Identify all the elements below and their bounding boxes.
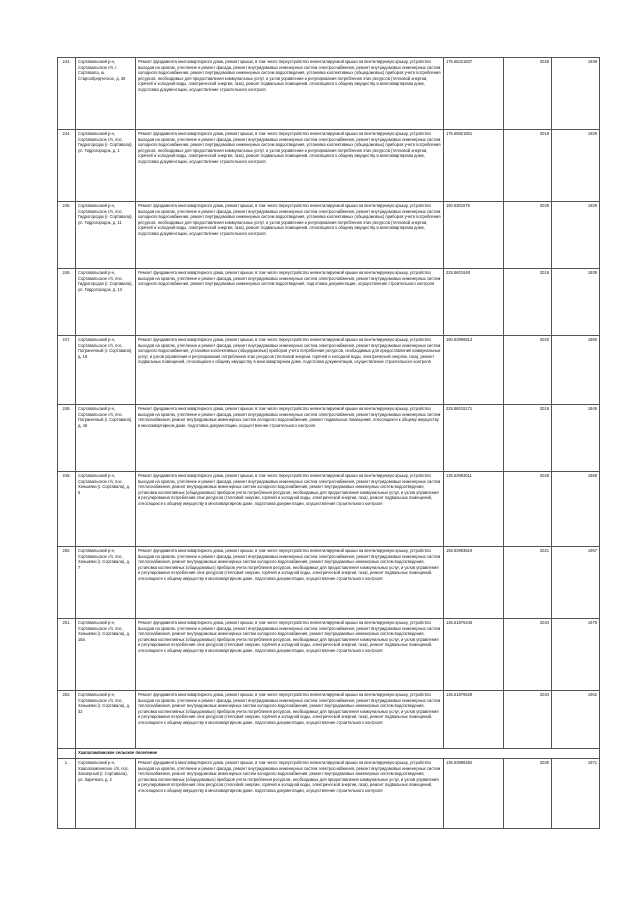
row-cost: 135.53993011 [444, 472, 504, 547]
row-works: Ремонт фундамента многоквартирного дома, ремонт крыши, в том числе переустройство невентилируемой крыши на вентилируемую крышу, устройство выходов на кровлю, утепление и ремонт фасада, ремонт внутридомовых инженерных систем электроснабжения, ремонт внутридомовых инженерных систем холодного водоснабжения, ремонт внутридомовых инженерных систем водоотведения, установка коллективных (общедомовых) приборов учета потребления ресурсов, необходимых для предоставления коммунальных услуг, и узлов управления и регулирования потребления этих ресурсов (тепловой энергии, горячей и холодной воды, электрической энергии, газа), ремонт подвальных помещений, относящихся к общему имуществу в многоквартирном доме, подготовка документации, осуществление строительного контроля [136, 202, 444, 269]
row-works: Ремонт фундамента многоквартирного дома, ремонт крыши, в том числе переустройство невентилируемой крыши на вентилируемую крышу, устройство выходов на кровлю, утепление и ремонт фасада, ремонт внутридомовых инженерных систем электроснабжения, ремонт внутридомовых инженерных систем холодного водоснабжения, установка коллективных (общедомовых) приборов учета потребления ресурсов, необходимых для предоставления коммунальных услуг, и узлов управления и регулирования потребления этих ресурсов (тепловой энергии, горячей и холодной воды, электрической энергии, газа), ремонт подвальных помещений, относящихся к общему имуществу в многоквартирном доме, подготовка документации, осуществление строительного контроля [136, 336, 444, 405]
table-row [58, 269, 600, 336]
row-address: Сортавальский р-н, Сортавальское г/п, пос. Гидрогородок (г. Сортавала), ул. Гидрогородок, д. 1 [76, 130, 136, 202]
row-cost: 150.5301875 [444, 202, 504, 269]
row-works: Ремонт фундамента многоквартирного дома, ремонт крыши, в том числе переустройство невентилируемой крыши на вентилируемую крышу, устройство выходов на кровлю, утепление и ремонт фасада, ремонт внутридомовых инженерных систем электроснабжения, ремонт внутридомовых инженерных систем теплоснабжения, ремонт внутридомовых инженерных систем холодного водоснабжения, ремонт подвальных помещений, относящихся к общему имуществу в многоквартирном доме, подготовка документации, осуществление строительного контроля [136, 405, 444, 472]
row-address: Сортавальский р-н, Сортавальское г/п, пос. Хеньмяки (г. Сортавала), д. 18а [76, 619, 136, 691]
table-row [58, 759, 600, 829]
row-address: Сортавальский р-н, Сортавальское г/п, пос. Хеньмяки (г. Сортавала), д. 5 [76, 472, 136, 547]
row-cost: 135.53998482 [444, 759, 504, 829]
row-number: 252. [58, 691, 76, 749]
row-works: Ремонт фундамента многоквартирного дома, ремонт крыши, в том числе переустройство невентилируемой крыши на вентилируемую крышу, устройство выходов на кровлю, утепление и ремонт фасада, ремонт внутридомовых инженерных систем электроснабжения, ремонт внутридомовых инженерных систем холодного водоснабжения, ремонт внутридомовых инженерных систем водоотведения, установка коллективных (общедомовых) приборов учета потребления ресурсов, необходимых для предоставления коммунальных услуг, и узлов управления и регулирования потребления этих ресурсов (тепловой энергии, горячей и холодной воды, электрической энергии, газа), ремонт подвальных помещений, относящихся к общему имуществу в многоквартирном доме, подготовка документации, осуществление строительного контроля [136, 130, 444, 202]
row-number: 245. [58, 202, 76, 269]
row-works: Ремонт фундамента многоквартирного дома, ремонт крыши, в том числе переустройство невентилируемой крыши на вентилируемую крышу, устройство выходов на кровлю, утепление и ремонт фасада, ремонт внутридомовых инженерных систем электроснабжения, ремонт внутридомовых инженерных систем теплоснабжения, ремонт внутридомовых инженерных систем холодного водоснабжения, ремонт внутридомовых инженерных систем водоотведения, установка коллективных (общедомовых) приборов учета потребления ресурсов, необходимых для предоставления коммунальных услуг, и узлов управления и регулирования потребления этих ресурсов (тепловой энергии, горячей и холодной воды, электрической энергии, газа), ремонт подвальных помещений, относящихся к общему имуществу в многоквартирном доме, подготовка документации, осуществление строительного контроля [136, 691, 444, 749]
section-header-row [58, 749, 600, 759]
row-year: 2034 [504, 619, 552, 691]
row-address: Сортавальский р-н, Сортавальское г/п, пос. Пограничный (г. Сортавала), д. 46 [76, 405, 136, 472]
table-row [58, 405, 600, 472]
row-address: Сортавальский р-н, Сортавальское г/п, пос. Гидрогородок (г. Сортавала), ул. Гидрогородок, д. 13 [76, 269, 136, 336]
row-address: Сортавальский р-н, Сортавальское г/п, г. Сортавала, ш. Старообрядческое, д. 36 [76, 58, 136, 130]
table-body [58, 58, 600, 829]
row-number: 246. [58, 269, 76, 336]
row-built-year: 1979 [552, 619, 600, 691]
row-year: 2018 [504, 405, 552, 472]
row-built-year: 1957 [552, 547, 600, 619]
table-row [58, 58, 600, 130]
table-row [58, 619, 600, 691]
row-number: 250. [58, 547, 76, 619]
row-built-year: 1939 [552, 130, 600, 202]
row-cost: 225.5601648 [444, 269, 504, 336]
row-number: 249. [58, 472, 76, 547]
repair-program-table [57, 57, 600, 829]
row-works: Ремонт фундамента многоквартирного дома, ремонт крыши, в том числе переустройство невентилируемой крыши на вентилируемую крышу, устройство выходов на кровлю, утепление и ремонт фасада, ремонт внутридомовых инженерных систем электроснабжения, ремонт внутридомовых инженерных систем холодного водоснабжения, ремонт внутридомовых инженерных систем водоотведения, установка коллективных (общедомовых) приборов учета потребления ресурсов, необходимых для предоставления коммунальных услуг, и узлов управления и регулирования потребления этих ресурсов (тепловой энергии, горячей и холодной воды, электрической энергии, газа), ремонт подвальных помещений, относящихся к общему имуществу в многоквартирном доме, подготовка документации, осуществление строительного контроля [136, 58, 444, 130]
row-address: Сортавальский р-н, Сортавальское г/п, пос. Гидрогородок (г. Сортавала), ул. Гидрогородок, д. 11 [76, 202, 136, 269]
row-year: 2020 [504, 336, 552, 405]
row-built-year: 1962 [552, 691, 600, 749]
row-built-year: 1939 [552, 269, 600, 336]
row-cost: 135.51876445 [444, 619, 504, 691]
row-year: 2034 [504, 691, 552, 749]
row-number: 244. [58, 130, 76, 202]
section-title: Хаапалампинское сельское поселение [76, 749, 600, 759]
row-number: 247. [58, 336, 76, 405]
row-year: 2028 [504, 472, 552, 547]
row-number: 248. [58, 405, 76, 472]
row-works: Ремонт фундамента многоквартирного дома, ремонт крыши, в том числе переустройство невентилируемой крыши на вентилируемую крышу, устройство выходов на кровлю, утепление и ремонт фасада, ремонт внутридомовых инженерных систем электроснабжения, ремонт внутридомовых инженерных систем теплоснабжения, ремонт внутридомовых инженерных систем холодного водоснабжения, ремонт внутридомовых инженерных систем водоотведения, установка коллективных (общедомовых) приборов учета потребления ресурсов, необходимых для предоставления коммунальных услуг, и узлов управления и регулирования потребления этих ресурсов (тепловой энергии, горячей и холодной воды, электрической энергии, газа), ремонт подвальных помещений, относящихся к общему имуществу в многоквартирном доме, подготовка документации, осуществление строительного контроля [136, 472, 444, 547]
row-built-year: 1939 [552, 58, 600, 130]
row-built-year: 1971 [552, 759, 600, 829]
row-address: Сортавальский р-н, Сортавальское г/п, пос. Хеньмяки (г. Сортавала), д. 7 [76, 547, 136, 619]
row-cost: 190.53906813 [444, 336, 504, 405]
row-address: Сортавальский р-н, Сортавальское г/п, пос. Пограничный (г. Сортавала), д. 18 [76, 336, 136, 405]
row-works: Ремонт фундамента многоквартирного дома, ремонт крыши, в том числе переустройство невентилируемой крыши на вентилируемую крышу, устройство выходов на кровлю, утепление и ремонт фасада, ремонт внутридомовых инженерных систем электроснабжения, ремонт внутридомовых инженерных систем холодного водоснабжения, ремонт внутридомовых инженерных систем водоотведения, подготовка документации, осуществление строительного контроля [136, 269, 444, 336]
table-row [58, 472, 600, 547]
row-number: 251. [58, 619, 76, 691]
row-year: 2021 [504, 547, 552, 619]
row-cost: 175.55921801 [444, 130, 504, 202]
row-cost: 225.56015171 [444, 405, 504, 472]
table-row [58, 202, 600, 269]
row-works: Ремонт фундамента многоквартирного дома, ремонт крыши, в том числе переустройство невентилируемой крыши на вентилируемую крышу, устройство выходов на кровлю, утепление и ремонт фасада, ремонт внутридомовых инженерных систем электроснабжения, ремонт внутридомовых инженерных систем теплоснабжения, ремонт внутридомовых инженерных систем холодного водоснабжения, ремонт внутридомовых инженерных систем водоотведения, установка коллективных (общедомовых) приборов учета потребления ресурсов, необходимых для предоставления коммунальных услуг, и узлов управления и регулирования потребления этих ресурсов (тепловой энергии, горячей и холодной воды, электрической энергии, газа), ремонт подвальных помещений, относящихся к общему имуществу в многоквартирном доме, подготовка документации, осуществление строительного контроля [136, 547, 444, 619]
section-spacer-cell [58, 749, 76, 759]
row-cost: 155.53993819 [444, 547, 504, 619]
row-number: 243. [58, 58, 76, 130]
table-row [58, 336, 600, 405]
row-cost: 175.55421837 [444, 58, 504, 130]
row-year: 2028 [504, 202, 552, 269]
row-works: Ремонт фундамента многоквартирного дома, ремонт крыши, в том числе переустройство невентилируемой крыши на вентилируемую крышу, устройство выходов на кровлю, утепление и ремонт фасада, ремонт внутридомовых инженерных систем электроснабжения, ремонт внутридомовых инженерных систем теплоснабжения, ремонт внутридомовых инженерных систем холодного водоснабжения, ремонт внутридомовых инженерных систем водоотведения, установка коллективных (общедомовых) приборов учета потребления ресурсов, необходимых для предоставления коммунальных услуг, и узлов управления и регулирования потребления этих ресурсов (тепловой энергии, горячей и холодной воды, электрической энергии, газа), ремонт подвальных помещений, относящихся к общему имуществу в многоквартирном доме, подготовка документации, осуществление строительного контроля [136, 619, 444, 691]
table-row [58, 130, 600, 202]
row-number: 1. [58, 759, 76, 829]
row-year: 2028 [504, 58, 552, 130]
table-row [58, 547, 600, 619]
row-year: 2030 [504, 759, 552, 829]
row-address: Сортавальский р-н, Сортавальское г/п, пос. Хеньмяки (г. Сортавала), д. 32 [76, 691, 136, 749]
row-built-year: 1945 [552, 405, 600, 472]
row-cost: 135.51876628 [444, 691, 504, 749]
row-built-year: 1939 [552, 202, 600, 269]
row-built-year: 1968 [552, 472, 600, 547]
row-address: Сортавальский р-н, Хаапалампинское с/п, пос. Заозерный (г. Сортавала), ул. Заречная, д. 2 [76, 759, 136, 829]
row-year: 2018 [504, 269, 552, 336]
row-built-year: 1980 [552, 336, 600, 405]
row-works: Ремонт фундамента многоквартирного дома, ремонт крыши, в том числе переустройство невентилируемой крыши на вентилируемую крышу, устройство выходов на кровлю, утепление и ремонт фасада, ремонт внутридомовых инженерных систем электроснабжения, ремонт внутридомовых инженерных систем теплоснабжения, ремонт внутридомовых инженерных систем холодного водоснабжения, ремонт внутридомовых инженерных систем водоотведения, установка коллективных (общедомовых) приборов учета потребления ресурсов, необходимых для предоставления коммунальных услуг, и узлов управления и регулирования потребления этих ресурсов (тепловой энергии, горячей и холодной воды, электрической энергии, газа), ремонт подвальных помещений, относящихся к общему имуществу в многоквартирном доме, подготовка документации, осуществление строительного контроля [136, 759, 444, 829]
table-row [58, 691, 600, 749]
row-year: 2018 [504, 130, 552, 202]
